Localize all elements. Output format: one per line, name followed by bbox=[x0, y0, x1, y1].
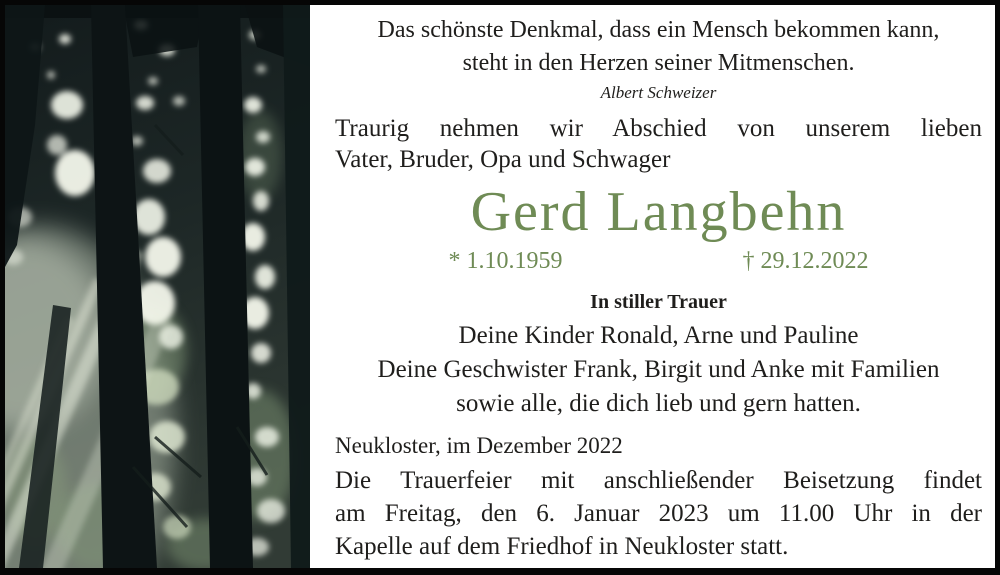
intro-line: Vater, Bruder, Opa und Schwager bbox=[335, 146, 671, 173]
death-date: † 29.12.2022 bbox=[742, 248, 869, 274]
quote-line: Das schönste Denkmal, dass ein Mensch bekommen kann, bbox=[377, 17, 940, 43]
quote-line: steht in den Herzen seiner Mitmenschen. bbox=[462, 50, 855, 76]
notice-text bbox=[310, 5, 995, 568]
mourner-line: Deine Geschwister Frank, Birgit und Anke mit Familien bbox=[377, 356, 940, 383]
forest-photo-graphic bbox=[5, 5, 310, 568]
funeral-info bbox=[335, 464, 982, 563]
mourning-heading: In stiller Trauer bbox=[590, 291, 727, 313]
birth-date: * 1.10.1959 bbox=[448, 248, 563, 274]
funeral-line: Kapelle auf dem Friedhof in Neukloster statt. bbox=[335, 533, 789, 560]
intro-paragraph bbox=[335, 113, 982, 175]
quote-attribution: Albert Schweizer bbox=[600, 83, 717, 102]
funeral-line: am Freitag, den 6. Januar 2023 um 11.00 Uhr in der bbox=[335, 500, 982, 527]
forest-photo bbox=[5, 5, 310, 568]
funeral-line: Die Trauerfeier mit anschließender Beisetzung findet bbox=[335, 467, 982, 494]
mourner-line: sowie alle, die dich lieb und gern hatten. bbox=[456, 390, 861, 417]
memorial-quote bbox=[335, 14, 982, 80]
life-dates bbox=[449, 247, 869, 275]
deceased-name: Gerd Langbehn bbox=[470, 181, 847, 243]
intro-line: Traurig nehmen wir Abschied von unserem lieben bbox=[335, 115, 982, 142]
place-date-line: Neukloster, im Dezember 2022 bbox=[335, 433, 623, 458]
mourner-line: Deine Kinder Ronald, Arne und Pauline bbox=[458, 322, 859, 349]
mourners bbox=[335, 319, 982, 421]
